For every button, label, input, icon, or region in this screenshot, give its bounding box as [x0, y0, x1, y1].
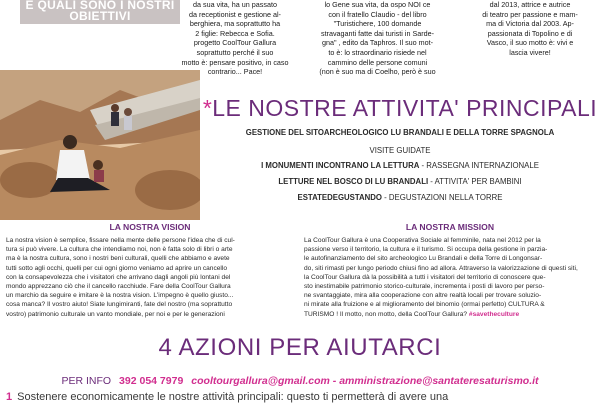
mission-line: ne svantaggiate, mira alla cooperazione con altre realtà locali per trovare soluzio-: [304, 292, 542, 300]
activity-line: [200, 193, 600, 202]
vision-line: un marchio da seguire e imitare è la nostra vision. L'impegno è quello giusto...: [6, 292, 234, 300]
mission-line: passione verso il territorio, la cultura e il turismo. Si occupa della gestione in parzia-: [304, 246, 548, 254]
vision-line: La nostra vision è semplice, fissare nella mente delle persone l'idea che di cul-: [6, 237, 235, 244]
email-link-1[interactable]: cooltourgallura@gmail.com: [191, 375, 330, 387]
bio-line: "Turistichere, 100 domande: [333, 19, 422, 29]
banner-line-2: OBIETTIVI: [69, 9, 131, 23]
bio-column-2: [305, 0, 450, 77]
vision-line: tura si può vivere. La cultura che intendiamo noi, non è fatta solo di libri o arte: [6, 246, 233, 254]
bio-line: to è: lo straordinario risiede nel: [328, 47, 427, 57]
activity-name: I MONUMENTI INCONTRANO LA LETTURA: [261, 161, 420, 170]
mission-line-part: TURISMO ! Il motto, non motto, della CoolTour Gallura?: [304, 310, 468, 318]
bio-line: ma di Victoria dal 2003. Ap-: [486, 19, 574, 29]
bio-column-1: [180, 0, 290, 77]
bio-column-3: [470, 0, 590, 58]
activity-desc: - ATTIVITA' PER BAMBINI: [428, 177, 522, 186]
vision-title: LA NOSTRA VISION: [109, 222, 191, 232]
header-banner: [20, 0, 180, 24]
bio-line: di teatro per passione e mam-: [482, 9, 578, 19]
title-star: *: [202, 95, 213, 121]
bio-line: cammino delle persone comuni: [327, 57, 428, 67]
contact-line: [0, 375, 600, 387]
vision-line: cosa manca? Il vostro aiuto! Siate lungimiranti, fate del nostro (ma soprattutto: [6, 301, 233, 309]
bio-line: stravaganti fatte dai turisti in Sarde-: [320, 28, 435, 38]
bio-line: lo Gene sua vita, da ospo NOI ce: [324, 0, 431, 9]
bio-line: passionata di Topolino e di: [487, 28, 573, 38]
bio-line: da sua vita, ha un passato: [193, 0, 277, 9]
activity-name: LETTURE NEL BOSCO DI LU BRANDALI: [278, 177, 429, 186]
email-separator: -: [329, 375, 340, 387]
activity-line: VISITE GUIDATE: [369, 146, 431, 155]
actions-title: 4 AZIONI PER AIUTARCI: [158, 334, 442, 361]
mission-line: ni mirate alla fruizione e al miglioramento del binomio (ormai perfetto) CULTURA &: [304, 301, 545, 309]
activity-desc: - RASSEGNA INTERNAZIONALE: [419, 161, 539, 170]
action-item-1: [6, 391, 600, 403]
bio-line: berghiera, ma soprattutto ha: [189, 19, 281, 29]
info-label: PER INFO: [61, 375, 112, 387]
vision-line: mondo apprezzano ciò che il cancello racchiude. Fare della CoolTour Gallura: [6, 283, 231, 291]
bio-line-part: 2 figlie:: [195, 28, 219, 38]
bio-line: contrario... Pace!: [207, 67, 263, 77]
bio-line-part: Rebecca e Sofia.: [220, 28, 275, 38]
vision-line: vostro) patrimonio culturale un vanto mondiale, per noi e per le generazioni: [6, 310, 225, 318]
email-link-2[interactable]: amministrazione@santateresaturismo.it: [339, 375, 539, 387]
hashtag: #savetheculture: [468, 310, 520, 318]
activities-title-text: LE NOSTRE ATTIVITA' PRINCIPALI: [212, 95, 598, 121]
team-photo-illustration: [0, 70, 200, 220]
vision-line: con la consapevolezza che i visitatori che arrivano dagli angoli più lontani del: [6, 273, 231, 281]
activity-desc: - DEGUSTAZIONI NELLA TORRE: [382, 193, 503, 202]
mission-line: do, siti rimasti per lungo periodo chiusi fino ad allora. Attraverso la valorizzazione di questi siti,: [304, 264, 578, 272]
activity-line: [200, 177, 600, 186]
mission-text: [304, 236, 594, 319]
bio-line: progetto CoolTour Gallura: [193, 38, 277, 48]
activity-line: GESTIONE DEL SITOARCHEOLOGICO LU BRANDALI E DELLA TORRE SPAGNOLA: [245, 128, 555, 137]
bio-line: gna" , edito da Taphros. Il suo mot-: [321, 38, 434, 48]
activity-name: ESTATEDEGUSTANDO: [297, 193, 382, 202]
team-photo: [0, 70, 200, 220]
bio-line: lascia vivere!: [509, 47, 551, 57]
mission-line: la CoolTour Gallura dà la possibilità a tutti i visitatori del territorio di conoscere que-: [304, 273, 546, 281]
bio-line: motto è: pensare positivo, in caso: [181, 57, 289, 67]
mission-title: LA NOSTRA MISSION: [405, 222, 495, 232]
mission-line: [304, 310, 594, 319]
action-number: 1: [6, 391, 13, 403]
activities-title: [200, 95, 600, 122]
mission-line: sto inestimabile patrimonio storico-culturale, incrementa i posti di lavoro per perso-: [304, 283, 545, 291]
vision-line: ma è la nostra cultura, sono i nostri beni culturali, quelli che abbiamo e avete: [6, 255, 230, 263]
mission-line: le autofinanziamento del sito archeologico Lu Brandali e della Torre di Longonsar-: [304, 255, 543, 263]
vision-text: [6, 236, 296, 319]
bio-line: soprattutto perché il suo: [196, 47, 274, 57]
phone-number[interactable]: 392 054 7979: [119, 375, 184, 387]
action-text: Sostenere economicamente le nostre attività principali: questo ti permetterà di avere una: [17, 391, 449, 403]
bio-line: (non è suo ma di Coelho, però è suo: [319, 67, 436, 77]
bio-line: Vasco, il suo motto è: vivi e: [486, 38, 574, 48]
mission-line: La CoolTour Gallura è una Cooperativa Sociale al femminile, nata nel 2012 per la: [304, 237, 541, 244]
bio-line: con il fratello Claudio - del libro: [328, 9, 427, 19]
activity-line: [200, 161, 600, 170]
banner-line-1: E QUALI SONO I NOSTRI: [25, 0, 175, 12]
vision-line: tutti sotto agli occhi, quelli per cui ogni giorno veniamo ad aprire un cancello: [6, 264, 228, 272]
bio-line: da receptionist e gestione al-: [189, 9, 281, 19]
bio-line: dal 2013, attrice e autrice: [489, 0, 571, 9]
bio-line: [180, 29, 290, 39]
